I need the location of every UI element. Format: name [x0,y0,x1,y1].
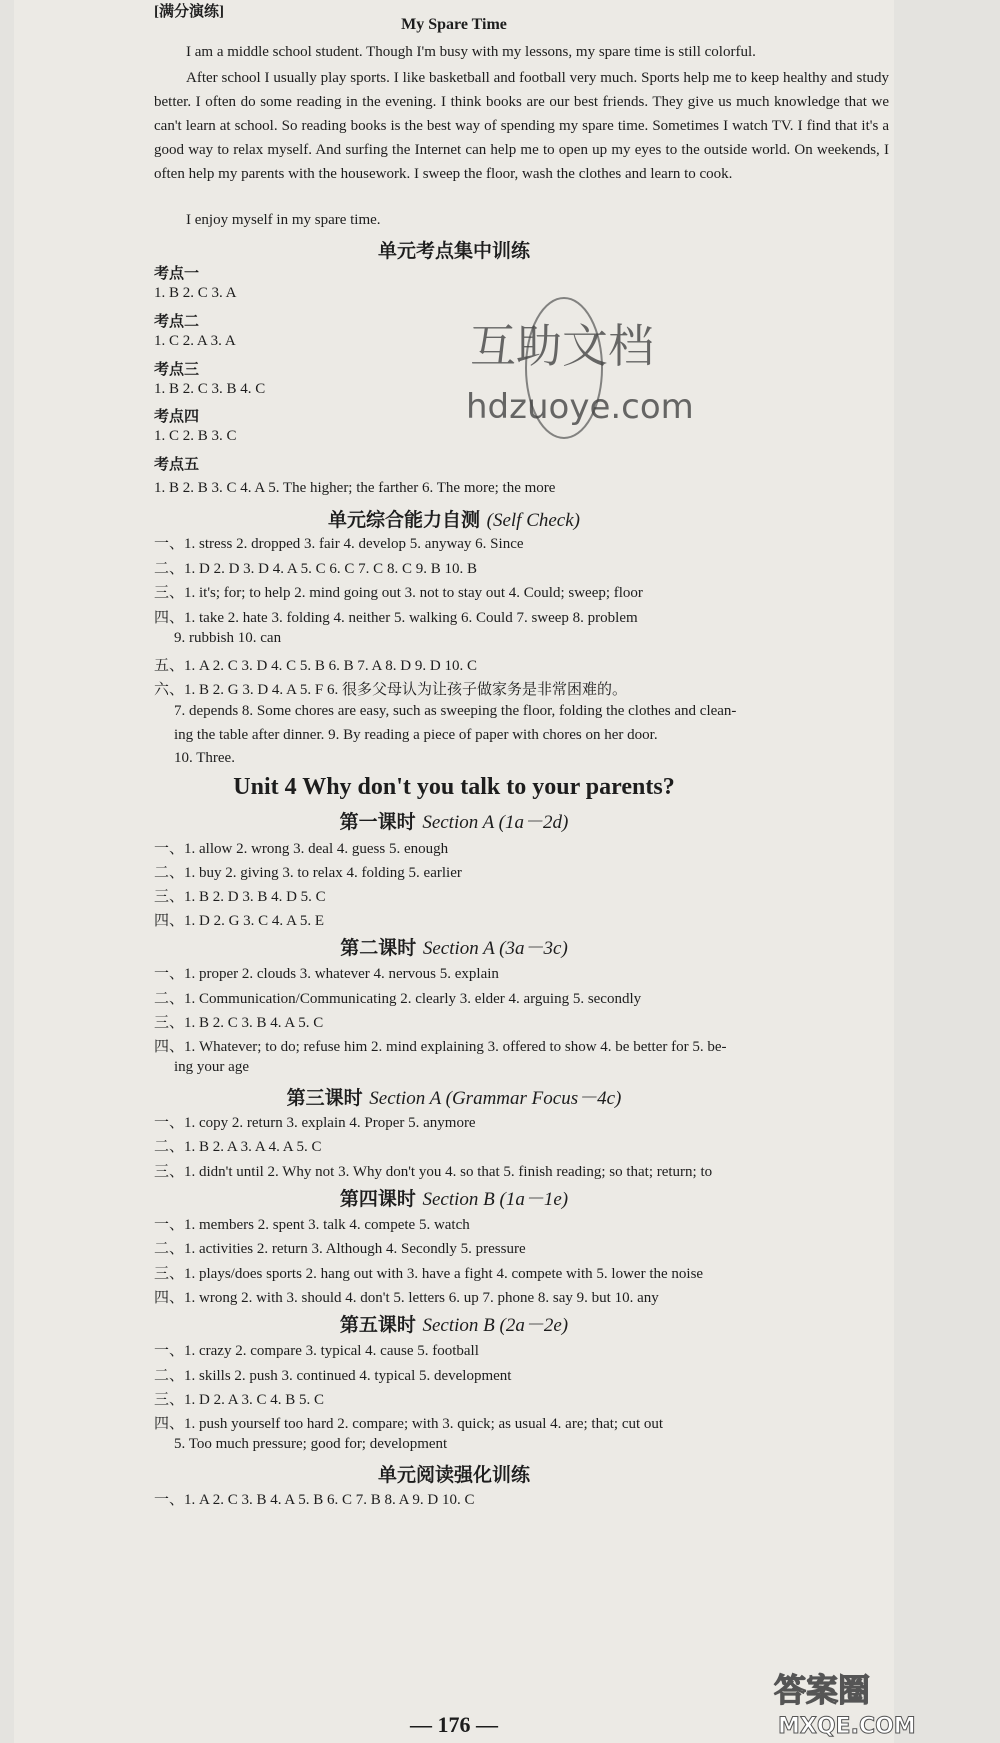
answer-line: ing the table after dinner. 9. By reading a piece of paper with chores on her door. [174,727,658,743]
corner-logo-text: 答案圈 [774,1671,871,1709]
self-check-heading [14,505,894,532]
answer-line: ing your age [174,1059,249,1075]
answer-line: 二、1. activities 2. return 3. Although 4. Secondly 5. pressure [154,1241,526,1257]
essay-paragraph: I am a middle school student. Though I'm busy with my lessons, my spare time is still colorful. [186,44,756,60]
answer-line: 三、1. B 2. D 3. B 4. D 5. C [154,889,326,905]
answer-line: 二、1. buy 2. giving 3. to relax 4. folding 5. earlier [154,865,462,881]
lesson-heading [14,807,894,834]
answer-line: 六、1. B 2. G 3. D 4. A 5. F 6. 很多父母认为让孩子做家务是非常困难的。 [154,682,627,698]
self-check-heading-cn: 单元综合能力自测 [327,509,480,531]
corner-logo-url: MXQE.COM [778,1714,916,1739]
unit-review-heading: 单元考点集中训练 [377,240,530,262]
lesson-heading-en: Section B (2a－2e) [422,1315,569,1336]
answer-line: 一、1. copy 2. return 3. explain 4. Proper 5. anymore [154,1115,476,1131]
answer-line: 五、1. A 2. C 3. D 4. C 5. B 6. B 7. A 8. D 9. D 10. C [154,658,477,674]
review-group-answers: 1. C 2. B 3. C [154,428,237,444]
watermark-stamp [464,290,704,450]
essay-paragraph: After school I usually play sports. I like basketball and football very much. Sports help me to keep healthy and study better. I often do some reading in the evening. I think books are our best friends. They give us much knowledge that we can't learn at school. So reading books is the best way of spending my spare time. Sometimes I watch TV. I find that it's a good way to relax myself. And surfing the Internet can help me to open up my eyes to the outside world. On weekends, I often help my parents with the housework. I sweep the floor, wash the clothes and learn to cook. [154,70,889,182]
lesson-heading-cn: 第五课时 [339,1314,416,1336]
answer-line: 三、1. plays/does sports 2. hang out with 3. have a fight 4. compete with 5. lower the noise [154,1266,704,1282]
answer-line: 一、1. stress 2. dropped 3. fair 4. develop 5. anyway 6. Since [154,536,524,552]
answer-line: 一、1. crazy 2. compare 3. typical 4. cause 5. football [154,1343,479,1359]
review-group-answers: 1. B 2. B 3. C 4. A 5. The higher; the farther 6. The more; the more [154,480,556,496]
review-group-label: 考点一 [154,264,200,282]
review-group-answers: 1. B 2. C 3. A [154,285,237,301]
review-group-label: 考点四 [154,407,200,425]
answer-line: 二、1. Communication/Communicating 2. clearly 3. elder 4. arguing 5. secondly [154,991,642,1007]
lesson-heading-cn: 第四课时 [339,1188,416,1210]
review-group-label: 考点三 [154,360,200,378]
answer-line: 二、1. D 2. D 3. D 4. A 5. C 6. C 7. C 8. C 9. B 10. B [154,561,477,577]
answer-line: 9. rubbish 10. can [174,630,282,646]
answer-line: 四、1. take 2. hate 3. folding 4. neither 5. walking 6. Could 7. sweep 8. problem [154,610,638,626]
review-group-answers: 1. B 2. C 3. B 4. C [154,381,266,397]
answer-line: 5. Too much pressure; good for; development [174,1436,448,1452]
answer-line: 二、1. skills 2. push 3. continued 4. typical 5. development [154,1368,512,1384]
answer-line: 一、1. proper 2. clouds 3. whatever 4. nervous 5. explain [154,966,499,982]
answer-line: 二、1. B 2. A 3. A 4. A 5. C [154,1139,322,1155]
essay-paragraph: I enjoy myself in my spare time. [186,212,381,228]
lesson-heading-en: Section A (3a－3c) [422,938,568,959]
answer-line: 10. Three. [174,750,235,766]
unit-title: Unit 4 Why don't you talk to your parents? [233,774,675,800]
answer-line: 一、1. members 2. spent 3. talk 4. compete 5. watch [154,1217,470,1233]
answer-line: 三、1. D 2. A 3. C 4. B 5. C [154,1392,325,1408]
answer-line: 四、1. push yourself too hard 2. compare; with 3. quick; as usual 4. are; that; cut out [154,1416,664,1432]
lesson-heading-en: Section B (1a－1e) [422,1189,569,1210]
section-tag: [满分演练] [154,4,224,20]
answer-line: 三、1. it's; for; to help 2. mind going out 3. not to stay out 4. Could; sweep; floor [154,585,643,601]
page-number: — 176 — [410,1712,498,1737]
lesson-heading [14,933,894,960]
essay-title: My Spare Time [401,16,507,33]
lesson-heading [14,1083,894,1110]
lesson-heading-cn: 第一课时 [339,811,416,833]
lesson-heading-cn: 第二课时 [340,937,417,959]
lesson-heading-en: Section A (1a－2d) [422,812,569,833]
lesson-heading-cn: 第三课时 [286,1087,363,1109]
review-group-label: 考点二 [154,312,200,330]
answer-line: 一、1. allow 2. wrong 3. deal 4. guess 5. enough [154,841,449,857]
answer-line: 四、1. D 2. G 3. C 4. A 5. E [154,913,325,929]
review-group-label: 考点五 [154,455,200,473]
lesson-heading-en: Section A (Grammar Focus－4c) [369,1088,622,1109]
answer-page [14,0,916,1743]
lesson-heading [14,1184,894,1211]
self-check-heading-en: (Self Check) [486,510,580,531]
stamp-text-cn: 互助文档 [470,319,654,373]
answer-line: 三、1. didn't until 2. Why not 3. Why don't you 4. so that 5. finish reading; so that; return; to [154,1164,713,1180]
review-group-answers: 1. C 2. A 3. A [154,333,236,349]
answer-line: 四、1. Whatever; to do; refuse him 2. mind explaining 3. offered to show 4. be better for 5. be- [154,1039,727,1055]
answer-line: 三、1. B 2. C 3. B 4. A 5. C [154,1015,324,1031]
reading-heading: 单元阅读强化训练 [377,1464,530,1486]
answer-line: 7. depends 8. Some chores are easy, such as sweeping the floor, folding the clothes and clean- [174,703,737,719]
answer-line: 四、1. wrong 2. with 3. should 4. don't 5. letters 6. up 7. phone 8. say 9. but 10. any [154,1290,659,1306]
stamp-text-url: hdzuoye.com [466,387,694,427]
corner-logo [704,1653,916,1743]
answer-line: 一、1. A 2. C 3. B 4. A 5. B 6. C 7. B 8. A 9. D 10. C [154,1492,475,1508]
lesson-heading [14,1310,894,1337]
